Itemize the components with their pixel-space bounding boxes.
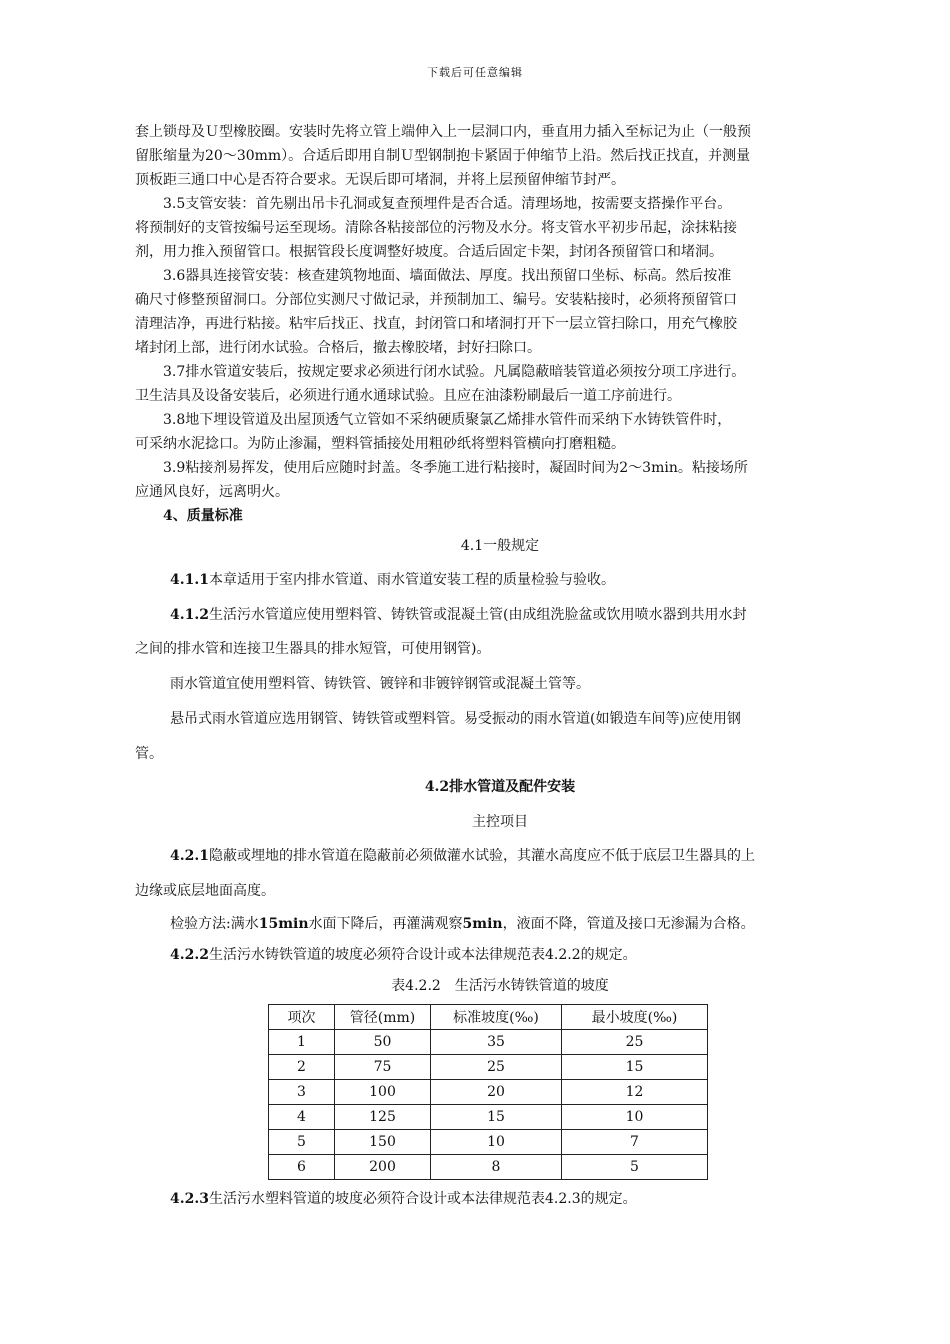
table-cell: 5 [269,1130,335,1155]
slope-table [268,1004,708,1180]
text-line: 卫生洁具及设备安装后，必须进行通水通球试验。且应在油漆粉刷最后一道工序前进行。 [135,388,681,404]
table-row [269,1155,708,1180]
table-cell: 150 [335,1130,431,1155]
text-line: 3.7排水管道安装后，按规定要求必须进行闭水试验。凡属隐蔽暗装管道必须按分项工序进行。 [163,364,746,380]
clause-4-1-1 [170,570,615,590]
text-line: 悬吊式雨水管道应选用钢管、铸铁管或塑料管。易受振动的雨水管道(如锻造车间等)应使用钢 [170,711,741,727]
table-cell: 6 [269,1155,335,1180]
table-header-cell: 最小坡度(‰) [562,1005,708,1030]
subsection-heading: 4.2排水管道及配件安装 [424,779,576,795]
text-line: 剂，用力推入预留管口。根据管段长度调整好坡度。合适后固定卡架，封闭各预留管口和堵洞。 [135,244,723,260]
table-header-cell: 标准坡度(‰) [431,1005,562,1030]
clause-text: 隐蔽或埋地的排水管道在隐蔽前必须做灌水试验，其灌水高度应不低于底层卫生器具的上 [208,848,755,864]
table-cell: 4 [269,1105,335,1130]
table-cell: 20 [431,1080,562,1105]
table-cell: 3 [269,1080,335,1105]
table-cell: 10 [431,1130,562,1155]
clause-number: 4.1.2 [170,607,209,623]
table-cell: 35 [431,1030,562,1055]
table-row [269,1080,708,1105]
text-line: 将预制好的支管按编号运至现场。清除各粘接部位的污物及水分。将支管水平初步吊起，涂抹粘接 [135,220,737,236]
bold-span: 15min [258,916,309,932]
table-row [269,1105,708,1130]
table-cell: 5 [562,1155,708,1180]
text-line: 留胀缩量为20～30mm）。合适后即用自制Ｕ型钢制抱卡紧固于伸缩节上沿。然后找正找直，并测量 [135,148,751,164]
table-cell: 8 [431,1155,562,1180]
clause-number: 4.2.3 [170,1191,209,1207]
inspection-method [170,914,755,934]
table-cell: 7 [562,1130,708,1155]
text-line: 管。 [135,746,163,762]
clause-number: 4.2.2 [170,947,209,963]
clause-text: 生活污水塑料管道的坡度必须符合设计或本法律规范表4.2.3的规定。 [208,1191,637,1207]
clause-text: 生活污水管道应使用塑料管、铸铁管或混凝土管(由成组洗脸盆或饮用喷水器到共用水封 [208,607,747,623]
text-span: 水面下降后，再灌满观察 [308,916,463,932]
table-cell: 200 [335,1155,431,1180]
table-cell: 75 [335,1055,431,1080]
clause-text: 本章适用于室内排水管道、雨水管道安装工程的质量检验与验收。 [208,572,615,588]
table-cell: 15 [562,1055,708,1080]
text-line: 确尺寸修整预留洞口。分部位实测尺寸做记录，并预制加工、编号。安装粘接时，必须将预留管口 [135,292,737,308]
table-cell: 10 [562,1105,708,1130]
clause-number: 4.2.1 [170,848,209,864]
text-line: 应通风良好，远离明火。 [135,484,289,500]
table-cell: 50 [335,1030,431,1055]
table-header-row [269,1005,708,1030]
table-cell: 125 [335,1105,431,1130]
subsection-heading: 4.1一般规定 [460,538,540,554]
text-line: 雨水管道宜使用塑料管、铸铁管、镀锌和非镀锌钢管或混凝土管等。 [170,676,590,692]
text-line: 边缘或底层地面高度。 [135,883,275,899]
text-span: ，液面不降，管道及接口无渗漏为合格。 [502,916,755,932]
text-span: 检验方法:满水 [170,916,259,932]
table-cell: 15 [431,1105,562,1130]
text-line: 3.5支管安装：首先剔出吊卡孔洞或复查预埋件是否合适。清理场地，按需要支搭操作平台。 [163,196,732,212]
table-row [269,1030,708,1055]
text-line: 3.9粘接剂易挥发，使用后应随时封盖。冬季施工进行粘接时，凝固时间为2～3min。粘接场所 [163,460,748,476]
clause-4-2-2 [170,945,637,965]
text-line: 之间的排水管和连接卫生器具的排水短管，可使用钢管)。 [135,641,491,657]
table-cell: 12 [562,1080,708,1105]
table-cell: 25 [562,1030,708,1055]
table-cell: 1 [269,1030,335,1055]
clause-4-1-2 [170,605,746,625]
page-header: 下载后可任意编辑 [427,66,523,79]
text-line: 可采纳水泥捻口。为防止渗漏，塑料管插接处用粗砂纸将塑料管横向打磨粗糙。 [135,436,625,452]
table-caption: 表4.2.2 生活污水铸铁管道的坡度 [391,978,609,994]
table-cell: 2 [269,1055,335,1080]
table-row [269,1055,708,1080]
text-line: 套上锁母及Ｕ型橡胶圈。安装时先将立管上端伸入上一层洞口内，垂直用力插入至标记为止（一般预 [135,124,751,140]
text-line: 3.8地下埋设管道及出屋顶透气立管如不采纳硬质聚氯乙烯排水管件而采纳下水铸铁管件时， [163,412,732,428]
table-row [269,1130,708,1155]
text-line: 3.6器具连接管安装：核查建筑物地面、墙面做法、厚度。找出预留口坐标、标高。然后按准 [163,268,732,284]
subsection-heading: 主控项目 [472,814,528,830]
bold-span: 5min [462,916,503,932]
table-cell: 25 [431,1055,562,1080]
table-header-cell: 项次 [269,1005,335,1030]
section-heading: 4、质量标准 [163,508,243,524]
text-line: 堵封闭上部，进行闭水试验。合格后，撤去橡胶堵，封好扫除口。 [135,340,541,356]
table-header-cell: 管径(mm) [335,1005,431,1030]
clause-number: 4.1.1 [170,572,209,588]
clause-text: 生活污水铸铁管道的坡度必须符合设计或本法律规范表4.2.2的规定。 [208,947,637,963]
clause-4-2-1 [170,846,755,866]
clause-4-2-3 [170,1189,637,1209]
table-cell: 100 [335,1080,431,1105]
text-line: 顶板距三通口中心是否符合要求。无误后即可堵洞，并将上层预留伸缩节封严。 [135,172,625,188]
text-line: 清理洁净，再进行粘接。粘牢后找正、找直，封闭管口和堵洞打开下一层立管扫除口，用充气橡胶 [135,316,737,332]
